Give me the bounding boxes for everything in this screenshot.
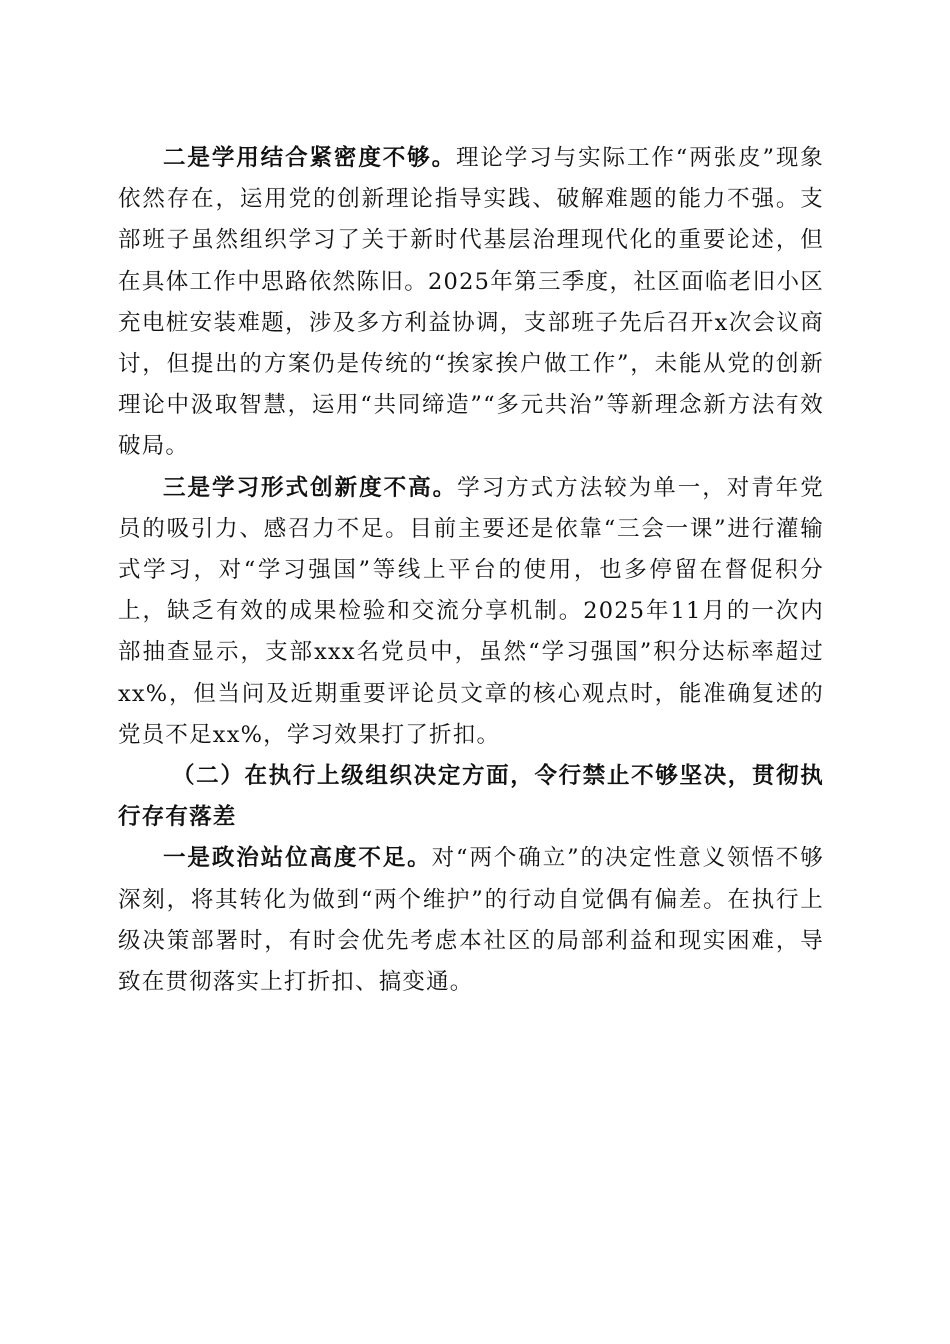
section-heading-text: （二）在执行上级组织决定方面，令行禁止不够坚决，贯彻执行存有落差	[118, 763, 824, 831]
paragraph-text: 对“两个确立”的决定性意义领悟不够深刻，将其转化为做到“两个维护”的行动自觉偶有偏差。在执行上级决策部署时，有时会优先考虑本社区的局部利益和现实困难，导致在贯彻落实上打折扣、搞变通。	[118, 845, 825, 996]
paragraph-learning-innovation	[118, 468, 824, 756]
paragraph-lead: 一是政治站位高度不足。	[163, 845, 432, 872]
section-heading	[118, 756, 824, 838]
paragraph-lead: 二是学用结合紧密度不够。	[163, 145, 457, 171]
document-body	[118, 138, 824, 1003]
paragraph-text: 学习方式方法较为单一，对青年党员的吸引力、感召力不足。目前主要还是依靠“三会一课”进行灌输式学习，对“学习强国”等线上平台的使用，也多停留在督促积分上，缺乏有效的成果检验和交流分享机制。2025年11月的一次内部抽查显示，支部xxx名党员中，虽然“学习强国”积分达标率超过xx%，但当问及近期重要评论员文章的核心观点时，能准确复述的党员不足xx%，学习效果打了折扣。	[118, 474, 824, 748]
paragraph-political-stance	[118, 838, 824, 1003]
paragraph-text: 理论学习与实际工作“两张皮”现象依然存在，运用党的创新理论指导实践、破解难题的能力不强。支部班子虽然组织学习了关于新时代基层治理现代化的重要论述，但在具体工作中思路依然陈旧。2025年第三季度，社区面临老旧小区充电桩安装难题，涉及多方利益协调，支部班子先后召开x次会议商讨，但提出的方案仍是传统的“挨家挨户做工作”，未能从党的创新理论中汲取智慧，运用“共同缔造”“多元共治”等新理念新方法有效破局。	[118, 145, 824, 460]
paragraph-lead: 三是学习形式创新度不高。	[163, 474, 458, 501]
paragraph-learning-integration	[118, 138, 824, 468]
